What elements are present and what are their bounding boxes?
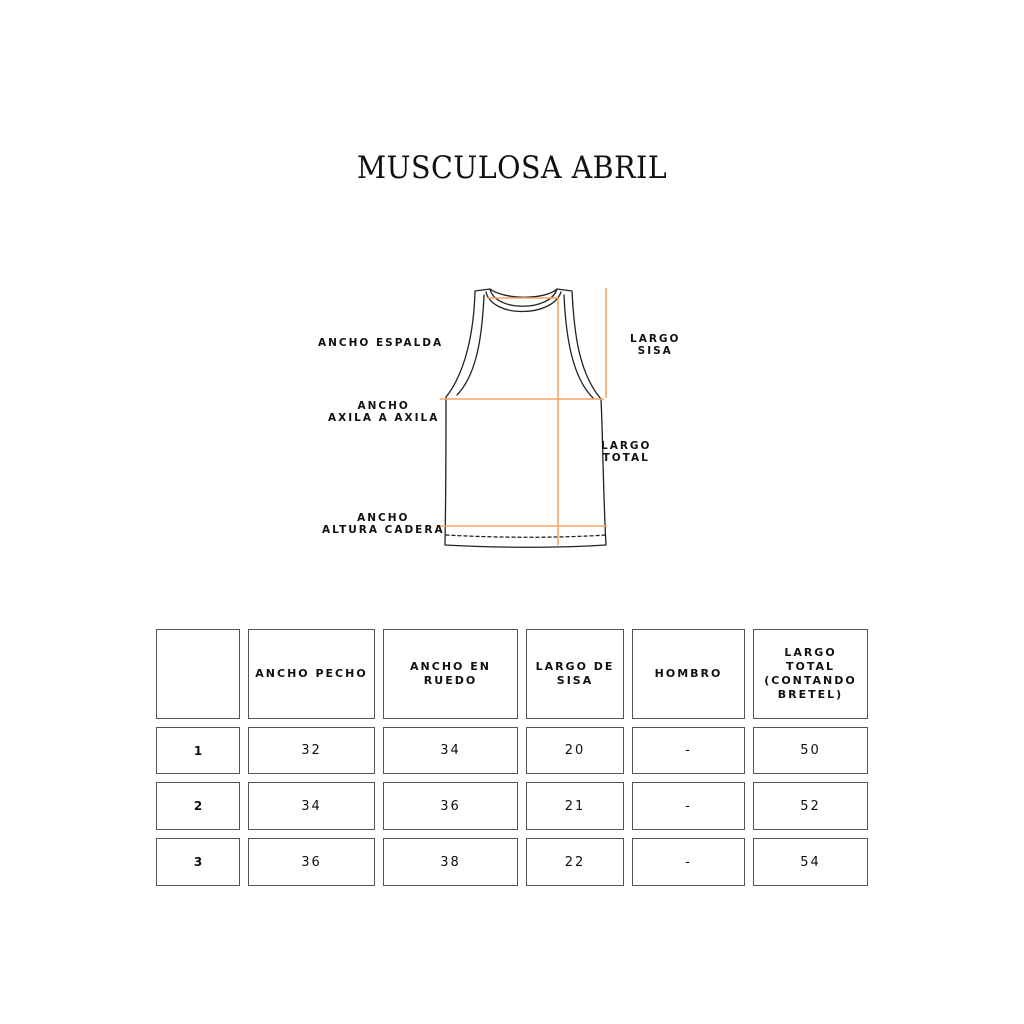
table-cell: 21 [526, 782, 624, 830]
hem-stitch [446, 535, 606, 537]
label-largo-sisa: LARGO SISA [630, 333, 681, 357]
table-row-size: 1 [156, 727, 240, 774]
table-cell: 34 [248, 782, 375, 830]
table-cell: 20 [526, 727, 624, 774]
table-header-corner [156, 629, 240, 719]
table-cell: 34 [383, 727, 518, 774]
table-row-size: 2 [156, 782, 240, 830]
table-cell: - [632, 782, 745, 830]
label-ancho-cadera: ANCHO ALTURA CADERA [322, 512, 445, 536]
table-header-ancho-pecho: ANCHO PECHO [248, 629, 375, 719]
table-header-largo-total: LARGO TOTAL (CONTANDO BRETEL) [753, 629, 868, 719]
table-cell: 54 [753, 838, 868, 886]
table-header-ancho-ruedo: ANCHO EN RUEDO [383, 629, 518, 719]
table-header-hombro: HOMBRO [632, 629, 745, 719]
table-cell: 52 [753, 782, 868, 830]
table-cell: 22 [526, 838, 624, 886]
table-header-largo-sisa: LARGO DE SISA [526, 629, 624, 719]
page-title: MUSCULOSA ABRIL [356, 150, 668, 186]
label-largo-total: LARGO TOTAL [601, 440, 652, 464]
table-row-size: 3 [156, 838, 240, 886]
label-ancho-espalda: ANCHO ESPALDA [318, 337, 444, 349]
label-ancho-axila: ANCHO AXILA A AXILA [328, 400, 440, 424]
table-cell: - [632, 838, 745, 886]
table-cell: 36 [383, 782, 518, 830]
table-cell: 36 [248, 838, 375, 886]
garment-outline [445, 289, 606, 547]
table-cell: 32 [248, 727, 375, 774]
table-cell: 38 [383, 838, 518, 886]
table-cell: - [632, 727, 745, 774]
table-cell: 50 [753, 727, 868, 774]
armhole-binding-left [457, 295, 484, 395]
